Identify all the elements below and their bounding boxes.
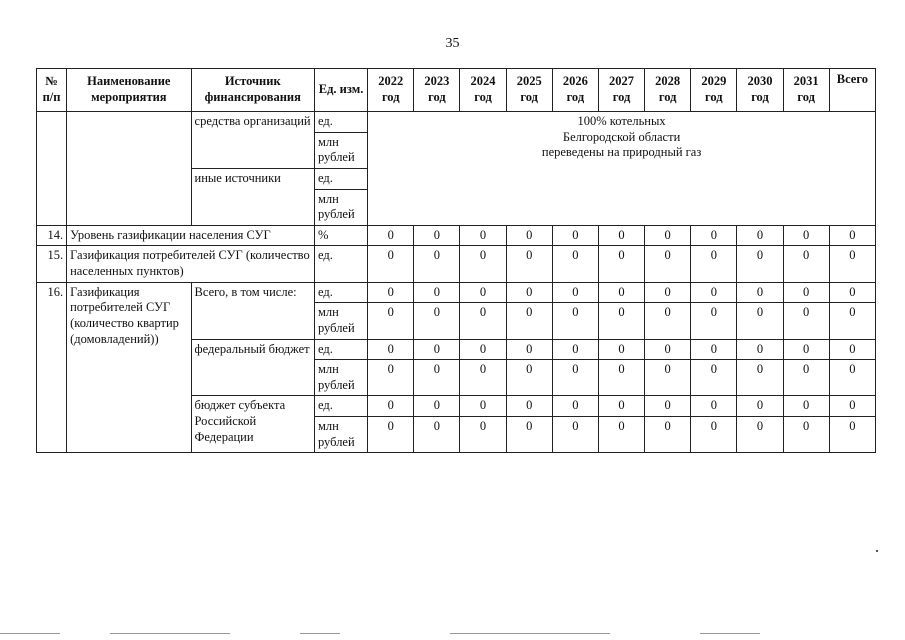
value-cell: 0	[460, 303, 506, 339]
value-cell-total: 0	[829, 282, 875, 303]
value-cell: 0	[552, 246, 598, 282]
value-cell: 0	[645, 339, 691, 360]
page-number: 35	[445, 36, 460, 51]
header-year: 2029 год	[691, 69, 737, 112]
value-cell: 0	[460, 396, 506, 417]
value-cell: 0	[414, 396, 460, 417]
value-cell: 0	[552, 396, 598, 417]
value-cell: 0	[460, 360, 506, 396]
value-cell: 0	[783, 246, 829, 282]
value-cell: 0	[737, 225, 783, 246]
row-name: Газификация потребителей СУГ (количество населенных пунктов)	[67, 246, 315, 282]
value-cell: 0	[598, 360, 644, 396]
value-cell: 0	[598, 417, 644, 453]
value-cell: 0	[552, 303, 598, 339]
value-cell-total: 0	[829, 225, 875, 246]
source-cell: федеральный бюджет	[191, 339, 314, 396]
source-cell: иные источники	[191, 168, 314, 225]
scan-dot	[876, 550, 878, 552]
value-cell: 0	[506, 417, 552, 453]
unit-cell: ед.	[314, 246, 367, 282]
value-cell: 0	[645, 246, 691, 282]
value-cell-total: 0	[829, 246, 875, 282]
value-cell: 0	[737, 246, 783, 282]
value-cell: 0	[691, 417, 737, 453]
value-cell: 0	[645, 396, 691, 417]
value-cell: 0	[783, 282, 829, 303]
value-cell: 0	[737, 396, 783, 417]
value-cell: 0	[506, 225, 552, 246]
value-cell-total: 0	[829, 360, 875, 396]
unit-cell: млн рублей	[314, 132, 367, 168]
value-cell: 0	[506, 282, 552, 303]
header-no: № п/п	[37, 69, 67, 112]
unit-cell: ед.	[314, 168, 367, 189]
value-cell: 0	[598, 396, 644, 417]
value-cell: 0	[737, 360, 783, 396]
scan-line	[300, 633, 340, 634]
header-year: 2027 год	[598, 69, 644, 112]
scan-line	[700, 633, 760, 634]
value-cell: 0	[691, 360, 737, 396]
merged-note-line: Белгородской области	[562, 129, 681, 144]
header-total: Всего	[829, 69, 875, 112]
row-name: Газификация потребителей СУГ (количество квартир (домовладений))	[67, 282, 191, 453]
empty-name-cell	[67, 112, 191, 226]
row-name: Уровень газификации населения СУГ	[67, 225, 315, 246]
table-row	[37, 112, 876, 133]
value-cell: 0	[506, 303, 552, 339]
value-cell: 0	[783, 417, 829, 453]
value-cell: 0	[552, 225, 598, 246]
header-year: 2026 год	[552, 69, 598, 112]
merged-note-line: 100% котельных	[577, 114, 666, 128]
row-number: 16.	[37, 282, 67, 453]
source-cell: Всего, в том числе:	[191, 282, 314, 339]
value-cell-total: 0	[829, 417, 875, 453]
header-year: 2023 год	[414, 69, 460, 112]
financing-table	[36, 68, 876, 453]
unit-cell: млн рублей	[314, 189, 367, 225]
value-cell: 0	[460, 225, 506, 246]
header-year: 2031 год	[783, 69, 829, 112]
value-cell: 0	[598, 339, 644, 360]
value-cell: 0	[783, 339, 829, 360]
value-cell: 0	[460, 417, 506, 453]
value-cell: 0	[552, 282, 598, 303]
row-number: 14.	[37, 225, 67, 246]
value-cell: 0	[691, 303, 737, 339]
value-cell: 0	[414, 417, 460, 453]
value-cell: 0	[460, 339, 506, 360]
value-cell: 0	[783, 303, 829, 339]
value-cell: 0	[368, 396, 414, 417]
source-cell: бюджет субъекта Российской Федерации	[191, 396, 314, 453]
value-cell: 0	[737, 303, 783, 339]
value-cell: 0	[783, 396, 829, 417]
value-cell: 0	[368, 225, 414, 246]
table-row	[37, 282, 876, 303]
value-cell: 0	[645, 360, 691, 396]
value-cell: 0	[645, 282, 691, 303]
value-cell: 0	[598, 303, 644, 339]
value-cell: 0	[598, 246, 644, 282]
value-cell: 0	[645, 225, 691, 246]
merged-note	[368, 112, 876, 226]
value-cell: 0	[691, 339, 737, 360]
header-year: 2030 год	[737, 69, 783, 112]
value-cell: 0	[368, 339, 414, 360]
value-cell: 0	[414, 282, 460, 303]
value-cell: 0	[783, 360, 829, 396]
merged-note-line: переведены на природный газ	[541, 145, 702, 160]
value-cell: 0	[506, 360, 552, 396]
scan-line	[450, 633, 610, 634]
value-cell: 0	[691, 396, 737, 417]
source-cell: средства организаций	[191, 112, 314, 169]
value-cell: 0	[691, 282, 737, 303]
unit-cell: ед.	[314, 396, 367, 417]
header-year: 2025 год	[506, 69, 552, 112]
value-cell: 0	[506, 396, 552, 417]
header-unit: Ед. изм.	[314, 69, 367, 112]
unit-cell: млн рублей	[314, 417, 367, 453]
table-header-row	[37, 69, 876, 112]
value-cell: 0	[414, 339, 460, 360]
unit-cell: млн рублей	[314, 360, 367, 396]
header-year: 2028 год	[645, 69, 691, 112]
value-cell: 0	[368, 417, 414, 453]
value-cell-total: 0	[829, 396, 875, 417]
value-cell-total: 0	[829, 303, 875, 339]
header-year: 2024 год	[460, 69, 506, 112]
unit-cell: ед.	[314, 339, 367, 360]
value-cell: 0	[506, 246, 552, 282]
value-cell: 0	[737, 417, 783, 453]
unit-cell: %	[314, 225, 367, 246]
value-cell: 0	[598, 282, 644, 303]
scan-line	[0, 633, 60, 634]
value-cell: 0	[737, 339, 783, 360]
value-cell: 0	[691, 225, 737, 246]
value-cell: 0	[460, 246, 506, 282]
table-row	[37, 225, 876, 246]
value-cell: 0	[414, 225, 460, 246]
empty-no-cell	[37, 112, 67, 226]
value-cell: 0	[414, 246, 460, 282]
value-cell: 0	[645, 417, 691, 453]
scan-line	[110, 633, 230, 634]
value-cell: 0	[783, 225, 829, 246]
table-row	[37, 246, 876, 282]
value-cell: 0	[460, 282, 506, 303]
row-number: 15.	[37, 246, 67, 282]
value-cell: 0	[645, 303, 691, 339]
value-cell-total: 0	[829, 339, 875, 360]
header-source: Источник финансирования	[191, 69, 314, 112]
value-cell: 0	[368, 303, 414, 339]
unit-cell: ед.	[314, 282, 367, 303]
value-cell: 0	[552, 360, 598, 396]
value-cell: 0	[598, 225, 644, 246]
unit-cell: млн рублей	[314, 303, 367, 339]
value-cell: 0	[691, 246, 737, 282]
value-cell: 0	[414, 360, 460, 396]
header-name: Наименование мероприятия	[67, 69, 191, 112]
value-cell: 0	[506, 339, 552, 360]
value-cell: 0	[414, 303, 460, 339]
header-year: 2022 год	[368, 69, 414, 112]
value-cell: 0	[368, 246, 414, 282]
value-cell: 0	[552, 339, 598, 360]
value-cell: 0	[552, 417, 598, 453]
value-cell: 0	[368, 282, 414, 303]
value-cell: 0	[737, 282, 783, 303]
value-cell: 0	[368, 360, 414, 396]
unit-cell: ед.	[314, 112, 367, 133]
